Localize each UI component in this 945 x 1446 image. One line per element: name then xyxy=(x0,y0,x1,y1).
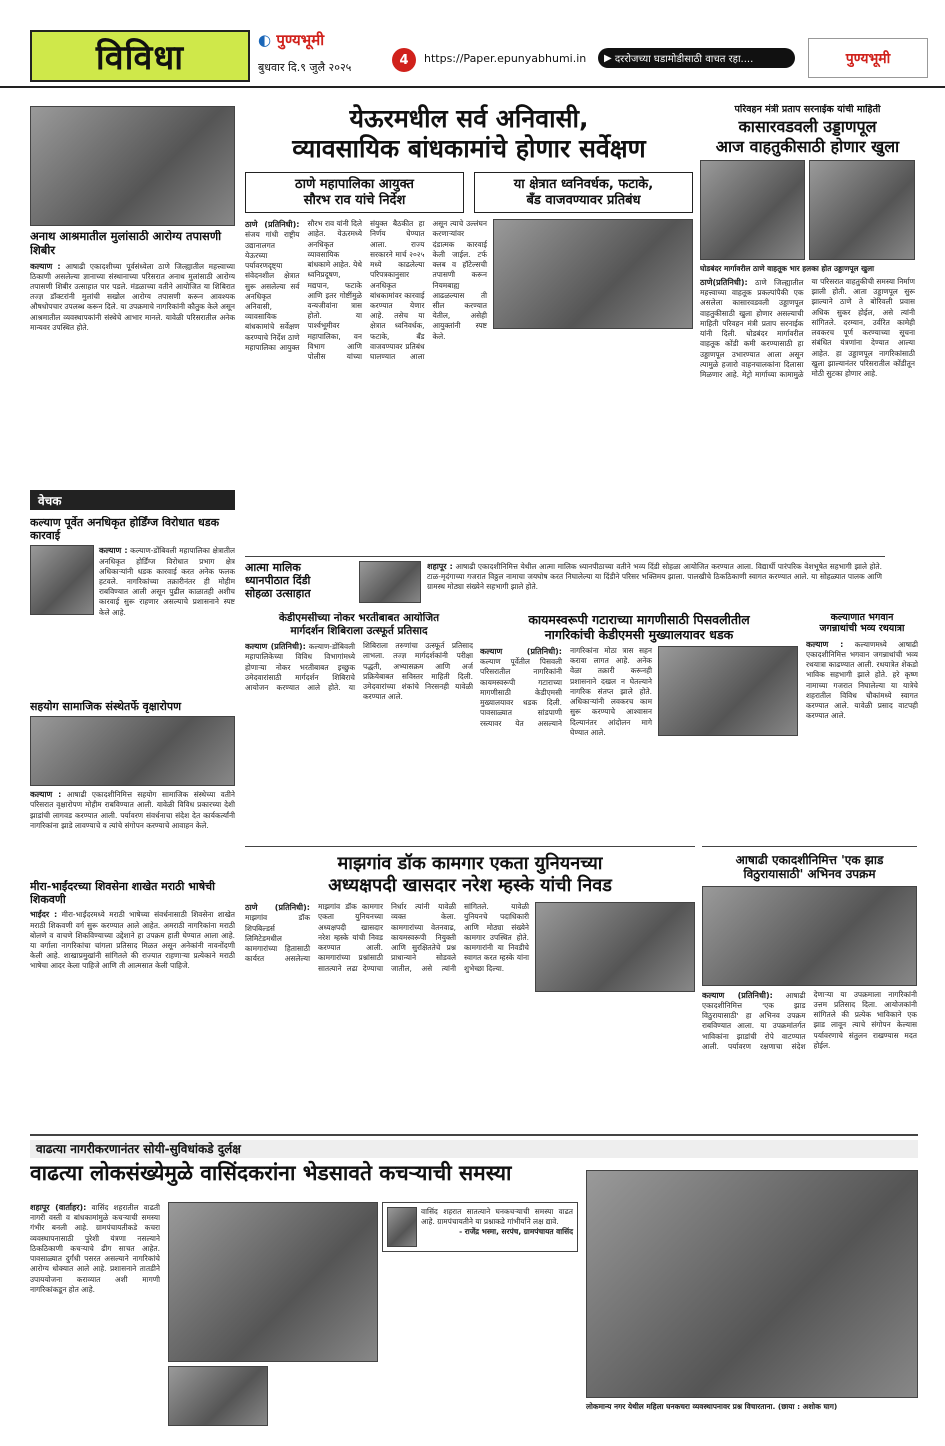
article-body: कल्याण-डोंबिवली महापालिकेच्या विविध विभागांमध्ये होणाऱ्या नोकर भरतीबाबत इच्छुक उमेदवारांसाठी मार्गदर्शन शिबिराचे आयोजन करण्यात आले होते. या शिबिराला तरुणांचा उत्स्फूर्त प्रतिसाद लाभला. तज्ज्ञ मार्गदर्शकांनी परीक्षा पद्धती, अभ्यासक्रम आणि अर्ज प्रक्रियेबाबत सविस्तर माहिती दिली. उमेदवारांच्या शंकांचे निरसनही यावेळी करण्यात आले. xyxy=(245,641,473,702)
headline: सहयोग सामाजिक संस्थेतर्फे वृक्षारोपण xyxy=(30,700,182,713)
article-marathi-classes xyxy=(30,880,235,1120)
article-body: आषाढी एकादशीनिमित्त 'एक झाड विठुरायासाठी' हा अभिनव उपक्रम राबविण्यात आला. या उपक्रमांतर्गत भाविकांना झाडांची रोपे वाटण्यात आली. पर्यावरण रक्षणाचा संदेश देणाऱ्या या उपक्रमाला नागरिकांनी उत्तम प्रतिसाद दिला. आयोजकांनी सांगितले की प्रत्येक भाविकाने एक झाड लावून त्याचे संगोपन केल्यास पर्यावरणाचे संतुलन राखण्यास मदत होईल. xyxy=(702,989,917,1051)
article-vasind-garbage xyxy=(30,1140,918,1430)
headline: कल्याण पूर्वेत अनधिकृत होर्डिंग्ज विरोधात धडक कारवाई xyxy=(30,516,220,543)
article-orphanage-health xyxy=(30,230,235,480)
article-body: वासिंद शहरातील वाढती नागरी वस्ती व बांधकामांमुळे कचऱ्याची समस्या गंभीर बनली आहे. ग्रामपंचायतीकडे कचरा व्यवस्थापनासाठी पुरेशी यंत्रणा नसल्याने ठिकठिकाणी कचऱ्याचे ढीग साचत आहेत. पावसाळ्यात दुर्गंधी पसरत असल्याने नागरिकांचे आरोग्य धोक्यात आले आहे. प्रशासनाने तातडीने उपाययोजना कराव्यात अशी मागणी नागरिकांकडून होत आहे. xyxy=(30,1203,160,1294)
byline: कल्याण : xyxy=(30,261,61,271)
article-kdmc-recruitment xyxy=(245,612,473,840)
headline-line-2: जगन्नाथांची भव्य रथयात्रा xyxy=(819,623,905,635)
article-flyover xyxy=(700,104,915,594)
article-photo xyxy=(30,545,94,615)
pull-quote xyxy=(382,1202,578,1252)
masthead xyxy=(0,0,945,88)
photo-caption: लोकमान्य नगर येथील महिला घनकचरा व्यवस्थापनावर प्रश्न विचारताना. (छाया : अशोक घाग) xyxy=(586,1402,838,1411)
headline-line-2: नागरिकांची केडीएमसी मुख्यालयावर धडक xyxy=(544,627,734,642)
headline-line-3: सोहळा उत्साहात xyxy=(245,587,311,601)
quote-author: - राजेंद्र भस्मा, सरपंच, ग्रामपंचायत वासिंद xyxy=(459,1227,573,1237)
ticker-bar: ▶ दररोजच्या घडामोडीसाठी वाचत रहा.... xyxy=(598,48,795,68)
subhead-2-line-1: या क्षेत्रात ध्वनिवर्धक, फटाके, xyxy=(513,177,654,192)
article-body: कल्याण पूर्वेतील पिसवली परिसरातील नागरिकांनी कायमस्वरूपी गटाराच्या मागणीसाठी केडीएमसी मुख्यालयावर धडक दिली. पावसाळ्यात सांडपाणी रस्त्यावर येत असल्याने नागरिकांना मोठा त्रास सहन करावा लागत आहे. अनेक वेळा तक्रारी करूनही प्रशासनाने दखल न घेतल्याने नागरिक संतप्त झाले होते. अधिकाऱ्यांनी लवकरच काम सुरू करण्याचे आश्वासन दिल्यानंतर आंदोलन मागे घेण्यात आले. xyxy=(480,646,652,737)
headline-line-1: येऊरमधील सर्व अनिवासी, xyxy=(349,104,589,133)
byline: कल्याण (प्रतिनिधी): xyxy=(702,990,773,1000)
article-body: संजय गांधी राष्ट्रीय उद्यानालगत येऊरच्या पर्यावरणदृष्ट्या संवेदनशील क्षेत्रात सुरू असलेल्या सर्व अनधिकृत अनिवासी, व्यावसायिक बांधकामांचे सर्वेक्षण करण्याचे निर्देश ठाणे महापालिका आयुक्त सौरभ राव यांनी दिले आहेत. येऊरमध्ये अनधिकृत व्यावसायिक बांधकामे आहेत. येथे ध्वनिप्रदूषण, मद्यपान, फटाके आणि इतर गोष्टींमुळे वन्यजीवांना त्रास होतो. या पार्श्वभूमीवर महापालिका, वन विभाग आणि पोलीस यांच्या संयुक्त बैठकीत हा निर्णय घेण्यात आला. राज्य सरकारने मार्च २०२५ मध्ये काढलेल्या परिपत्रकानुसार अनधिकृत बांधकामांवर कारवाई करण्यात येणार आहे. तसेच या क्षेत्रात ध्वनिवर्धक, फटाके, बँड वाजवण्यावर प्रतिबंध घालण्यात आला असून त्याचे उल्लंघन करणाऱ्यांवर दंडात्मक कारवाई केली जाईल. टर्फ क्लब व हॉटेल्सची तपासणी करून नियमबाह्य आढळल्यास ती सील करण्यात येतील, असेही आयुक्तांनी स्पष्ट केले. xyxy=(245,219,487,362)
headline-line-1: आषाढी एकादशीनिमित्त 'एक झाड xyxy=(735,853,884,867)
headline-line-2: व्यावसायिक बांधकामांचे होणार सर्वेक्षण xyxy=(292,134,646,163)
headline-line-1: कल्याणात भगवान xyxy=(830,612,894,623)
article-tree-plantation xyxy=(30,700,235,875)
article-mazagaon-dock xyxy=(245,846,695,1126)
byline: शहापूर : xyxy=(427,562,453,571)
kicker: परिवहन मंत्री प्रताप सरनाईक यांची माहिती xyxy=(734,104,881,115)
headline-line-2: ध्यानपीठात दिंडी xyxy=(245,574,311,588)
byline: कल्याण (प्रतिनिधी): xyxy=(245,642,306,652)
article-photo xyxy=(30,716,235,786)
byline: ठाणे (प्रतिनिधी): xyxy=(245,903,310,913)
article-body: ठाणे जिल्ह्यातील महत्त्वाच्या वाहतूक प्रकल्पांपैकी एक असलेला कासारवडवली उड्डाणपूल वाहतुकीसाठी खुला होणार असल्याची माहिती परिवहन मंत्री प्रताप सरनाईक यांनी दिली. घोडबंदर मार्गावरील वाहतूक कोंडी कमी करण्यासाठी हा उड्डाणपूल उभारण्यात आला असून त्यामुळे हजारो वाहनचालकांना दिलासा मिळणार आहे. मेट्रो मार्गाच्या कामामुळे या परिसरात वाहतुकीची समस्या निर्माण झाली होती. आता उड्डाणपूल सुरू झाल्याने ठाणे ते बोरिवली प्रवास अधिक सुकर होईल, असे त्यांनी सांगितले. दरम्यान, उर्वरित कामेही लवकरच पूर्ण करण्याच्या सूचना संबंधित यंत्रणांना देण्यात आल्या आहेत. हा उड्डाणपूल नागरिकांसाठी खुला झाल्यानंतर परिसरातील कोंडीतून मोठी सुटका होणार आहे. xyxy=(700,276,915,379)
article-photo xyxy=(493,219,693,329)
headline: अनाथ आश्रमातील मुलांसाठी आरोग्य तपासणी शिबीर xyxy=(30,230,222,257)
section-title: विविधा xyxy=(95,38,185,78)
article-photo xyxy=(700,160,805,260)
article-yeoor-survey xyxy=(245,104,693,594)
byline: कल्याण : xyxy=(30,790,62,800)
headline-line-2: अध्यक्षपदी खासदार नरेश म्हस्के यांची निवड xyxy=(328,874,612,896)
subhead-box-2 xyxy=(474,172,693,213)
headline-line-1: कायमस्वरूपी गटाराच्या मागणीसाठी पिसवलीतील xyxy=(528,612,750,627)
byline: कल्याण (प्रतिनिधी): xyxy=(480,647,562,656)
site-url[interactable]: https://Paper.epunyabhumi.in xyxy=(424,52,587,65)
divider xyxy=(30,1134,918,1136)
subhead-box-1 xyxy=(245,172,464,213)
article-pisavli-protest xyxy=(480,612,798,840)
article-photo xyxy=(702,886,917,986)
byline: ठाणे (प्रतिनिधी): xyxy=(245,220,300,230)
issue-date: बुधवार दि.९ जुलै २०२५ xyxy=(258,61,352,74)
article-ek-zaad xyxy=(702,846,917,1126)
article-rathyatra xyxy=(806,612,918,840)
subhead-1-line-1: ठाणे महापालिका आयुक्त xyxy=(295,177,414,192)
subhead-2-line-2: बँड वाजवण्यावर प्रतिबंध xyxy=(526,192,641,208)
headline-line-1: माझगांव डॉक कामगार एकता युनियनच्या xyxy=(337,853,603,874)
article-body: माझगांव डॉक शिपबिल्डर्स लिमिटेडमधील कामगारांच्या हितासाठी कार्यरत असलेल्या माझगांव डॉक कामगार एकता युनियनच्या अध्यक्षपदी खासदार नरेश म्हस्के यांची निवड करण्यात आली. कामगारांच्या प्रश्नांसाठी सातत्याने लढा देण्याचा निर्धार त्यांनी यावेळी व्यक्त केला. कामगारांच्या वेतनवाढ, कायमस्वरूपी नियुक्ती आणि सुरक्षिततेचे प्रश्न प्राधान्याने सोडवले जातील, असे त्यांनी सांगितले. यावेळी युनियनचे पदाधिकारी आणि मोठ्या संख्येने कामगार उपस्थित होते. कामगारांनी या निवडीचे स्वागत करत म्हस्के यांना शुभेच्छा दिल्या. xyxy=(245,902,529,973)
logo-text: पुण्यभूमी xyxy=(276,31,325,49)
article-body: आषाढी एकादशीनिमित्त सहयोग सामाजिक संस्थेच्या वतीने परिसरात वृक्षारोपण मोहीम राबविण्यात आली. यावेळी विविध प्रकारच्या देशी झाडांची लागवड करण्यात आली. पर्यावरण संवर्धनाचा संदेश देत कार्यकर्त्यांनी नागरिकांना झाडे लावण्याचे व त्यांचे संगोपन करण्याचे आवाहन केले. xyxy=(30,790,235,830)
article-photo xyxy=(168,1202,378,1362)
byline: कल्याण : xyxy=(99,546,128,556)
article-body: आषाढी एकादशीच्या पूर्वसंध्येला ठाणे जिल्ह्यातील महत्त्वाच्या ठिकाणी असलेल्या ज्ञानाच्या संस्थानाच्या परिसरात अनाथ मुलांसाठी आरोग्य तपासणी शिबीर उत्साहात पार पडले. मंडळाच्या वतीने आयोजित या शिबिरात तज्ज्ञ डॉक्टरांनी मुलांची सखोल आरोग्य तपासणी करून आवश्यक औषधोपचार उपलब्ध करून दिले. या उपक्रमाचे नागरिकांनी कौतुक केले असून आश्रमातील व्यवस्थापकांनी संस्थेचे आभार मानले. यावेळी परिसरातील अनेक मान्यवर उपस्थित होते. xyxy=(30,261,235,332)
headline: मीरा-भाईंदरच्या शिवसेना शाखेत मराठी भाषेची शिकवणी xyxy=(30,880,215,907)
quote-author-photo xyxy=(387,1207,417,1247)
subhead-1-line-2: सौरभ राव यांचे निर्देश xyxy=(303,192,406,208)
headline-line-1: केडीएमसीच्या नोकर भरतीबाबत आयोजित xyxy=(278,612,440,624)
article-photo xyxy=(168,1366,268,1426)
newspaper-logo-right xyxy=(808,38,928,78)
article-hoardings xyxy=(30,516,235,698)
article-photo xyxy=(535,902,695,992)
headline-line-2: आज वाहतुकीसाठी होणार खुला xyxy=(715,136,900,156)
newspaper-logo: ◐ पुण्यभूमी xyxy=(258,31,325,49)
article-body: कल्याण-डोंबिवली महापालिका क्षेत्रातील अनधिकृत होर्डिंग्ज विरोधात प्रभाग क्षेत्र अधिकाऱ्यांनी धडक कारवाई करत अनेक फलक हटवले. नागरिकांच्या तक्रारीनंतर ही मोहीम राबविण्यात आली असून पुढील काळातही अशीच कारवाई सुरू राहणार असल्याचे प्रशासनाने स्पष्ट केले आहे. xyxy=(99,546,235,617)
byline: कल्याण : xyxy=(806,639,844,649)
quote-text: वासिंद शहरात सातत्याने घनकचऱ्याची समस्या वाढत आहे. ग्रामपंचायतीने या प्रश्नाकडे गांभीर्याने लक्ष द्यावे. xyxy=(421,1207,573,1227)
article-body: मीरा-भाईंदरमध्ये मराठी भाषेच्या संवर्धनासाठी शिवसेना शाखेत मराठी शिकवणी वर्ग सुरू करण्यात आले आहेत. अमराठी नागरिकांना मराठी बोलणे व वाचणे शिकविण्याच्या उद्देशाने हा उपक्रम हाती घेण्यात आला आहे. या वर्गाला नागरिकांचा चांगला प्रतिसाद मिळत असून अनेकांनी नावनोंदणी केली आहे. शाखाप्रमुखांनी सांगितले की राज्यात राहणाऱ्या प्रत्येकाने मराठी भाषेचा आदर केला पाहिजे आणि ती आत्मसात केली पाहिजे. xyxy=(30,910,235,971)
article-photo xyxy=(809,160,915,260)
article-photo-large xyxy=(586,1170,918,1398)
headline-line-1: कासारवडवली उड्डाणपूल xyxy=(738,117,877,137)
headline-line-1: आत्मा मालिक xyxy=(245,561,301,574)
article-photo xyxy=(30,106,235,226)
byline: शहापूर (वार्ताहर): xyxy=(30,1203,87,1212)
byline: भाईंदर : xyxy=(30,910,58,920)
article-body: कल्याणमध्ये आषाढी एकादशीनिमित्त भगवान जगन्नाथांची भव्य रथयात्रा काढण्यात आली. रथयात्रेत शेकडो भाविक सहभागी झाले होते. हरे कृष्ण नामाच्या गजरात निघालेल्या या यात्रेचे शहरातील विविध चौकांमध्ये स्वागत करण्यात आले. यावेळी प्रसाद वाटपही करण्यात आले. xyxy=(806,639,918,721)
kicker: वाढत्या नागरीकरणानंतर सोयी-सुविधांकडे दुर्लक्ष xyxy=(30,1140,918,1158)
headline-line-2: विठुरायासाठी' अभिनव उपक्रम xyxy=(743,867,876,882)
byline: ठाणे(प्रतिनिधी): xyxy=(700,277,748,287)
section-tag xyxy=(30,490,235,510)
photo-caption: घोडबंदर मार्गावरील ठाणे वाहतूक भार हलका होत उड्डाणपूल खुला xyxy=(700,263,875,273)
headline: वाढत्या लोकसंख्येमुळे वासिंदकरांना भेडसावते कचऱ्याची समस्या xyxy=(30,1161,512,1186)
ticker-text: दररोजच्या घडामोडीसाठी वाचत रहा.... xyxy=(614,54,754,65)
article-photo xyxy=(658,646,798,736)
article-photo xyxy=(359,561,421,603)
article-atma-malik xyxy=(245,556,885,606)
section-banner xyxy=(30,30,250,82)
section-tag-label: वेचक xyxy=(38,493,62,508)
headline-block xyxy=(245,561,355,601)
logo-right-text: पुण्यभूमी xyxy=(845,50,891,67)
page-number: 4 xyxy=(392,48,416,72)
article-body: आषाढी एकादशीनिमित्त येथील आत्मा मालिक ध्यानपीठाच्या वतीने भव्य दिंडी सोहळा आयोजित करण्यात आला. विद्यार्थी पारंपरिक वेशभूषेत सहभागी झाले होते. टाळ-मृदंगाच्या गजरात विठ्ठल नामाचा जयघोष करत निघालेल्या या दिंडीने परिसर भक्तिमय झाला. पालखीचे ठिकठिकाणी स्वागत करण्यात आले. या सोहळ्यात पालक आणि ग्रामस्थ मोठ्या संख्येने सहभागी झाले होते. xyxy=(427,562,882,592)
headline-line-2: मार्गदर्शन शिबिराला उत्स्फूर्त प्रतिसाद xyxy=(290,624,428,637)
